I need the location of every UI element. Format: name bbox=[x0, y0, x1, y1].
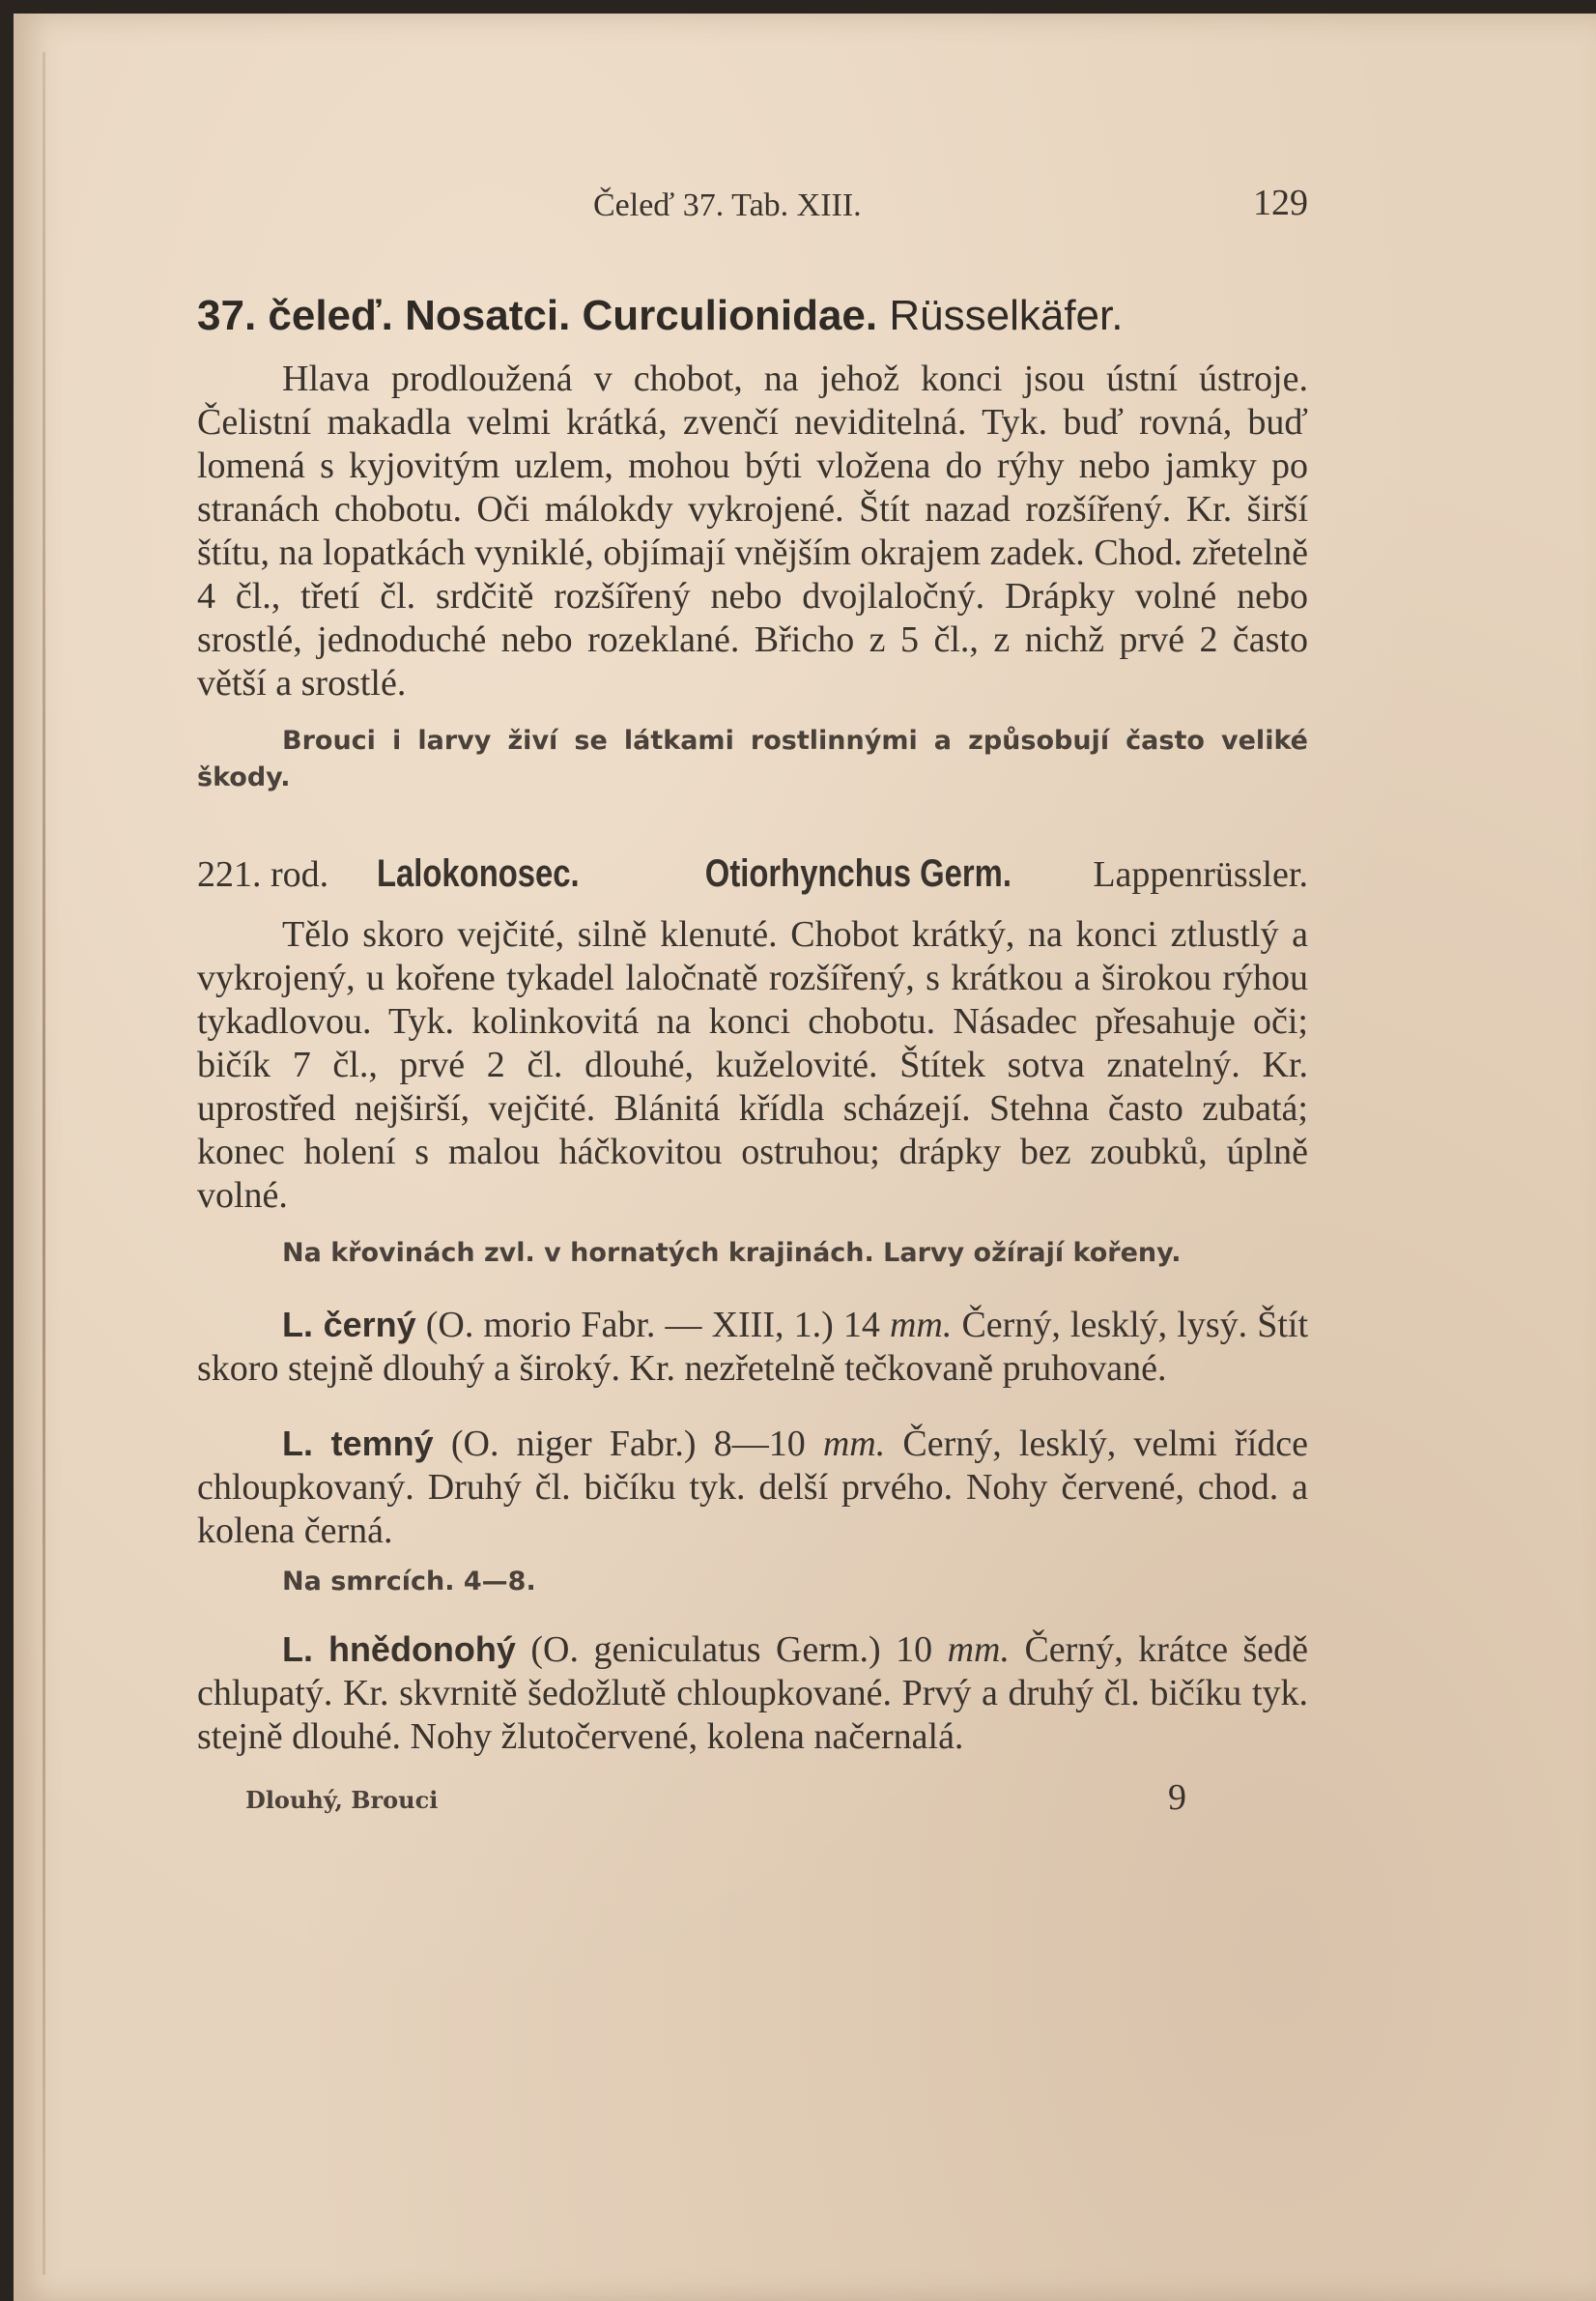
species-name: L. hnědonohý bbox=[282, 1629, 516, 1669]
species-description: Černý, krátce šedě chlupatý. Kr. skvrnitě šedožlutě chloupkované. Prvý a druhý čl. bičíku tyk. stejně dlouhé. Nohy žlutočervené, kolena načernalá. bbox=[197, 1629, 1309, 1757]
family-note: Brouci i larvy živí se látkami rostlinnými a způsobují často veliké škody. bbox=[197, 726, 1308, 792]
family-number: 37. čeleď. bbox=[197, 292, 393, 339]
species-name: L. temný bbox=[282, 1424, 434, 1463]
genus-heading bbox=[197, 852, 1308, 896]
family-latin-name: Curculionidae. bbox=[582, 292, 878, 339]
species-unit: mm. bbox=[822, 1424, 886, 1464]
genus-note: Na křovinách zvl. v hornatých krajinách. Larvy ožírají kořeny. bbox=[282, 1238, 1182, 1268]
footer-sheet-number: 9 bbox=[1168, 1777, 1186, 1818]
genus-number: 221. rod. bbox=[197, 854, 329, 895]
species-note: Na smrcích. 4—8. bbox=[282, 1567, 536, 1596]
species-entry-niger bbox=[197, 1422, 1308, 1553]
running-head bbox=[197, 178, 1308, 236]
species-entry-morio bbox=[197, 1303, 1308, 1391]
running-title: Čeleď 37. Tab. XIII. bbox=[593, 187, 862, 223]
page-number: 129 bbox=[1253, 183, 1308, 223]
genus-description: Tělo skoro vejčité, silně klenuté. Chobot krátký, na konci ztlustlý a vykrojený, u kořene tykadel laločnatě rozšířený, s krátkou a širokou rýhou tykadlovou. Tyk. kolinkovitá na konci chobotu. Násadec přesahuje oči; bičík 7 čl., prvé 2 čl. dlouhé, kuželovité. Štítek sotva znatelný. Kr. uprostřed nejširší, vejčité. Blánitá křídla scházejí. Stehna často zubatá; konec holení s malou háčkovitou ostruhou; drápky bez zoubků, úplně volné. bbox=[197, 914, 1308, 1216]
page-footer bbox=[197, 1776, 1308, 1825]
book-page bbox=[14, 14, 1596, 2301]
genus-czech-name: Lalokonosec. bbox=[376, 852, 580, 895]
page-content bbox=[197, 178, 1308, 1825]
family-czech-name: Nosatci. bbox=[405, 292, 571, 339]
species-description: Černý, lesklý, lysý. Štít skoro stejně dlouhý a široký. Kr. nezřetelně tečkovaně pruhované. bbox=[197, 1305, 1309, 1389]
species-latin: (O. geniculatus Germ.) 10 bbox=[530, 1629, 933, 1670]
species-latin: (O. niger Fabr.) 8—10 bbox=[450, 1424, 806, 1464]
species-name: L. černý bbox=[282, 1305, 416, 1344]
genus-german-name: Lappenrüssler. bbox=[1093, 854, 1308, 895]
family-german-name: Rüsselkäfer. bbox=[889, 292, 1124, 339]
species-description: Černý, lesklý, velmi řídce chloupkovaný. Druhý čl. bičíku tyk. delší prvého. Nohy červené, chod. a kolena černá. bbox=[197, 1424, 1308, 1551]
species-unit: mm. bbox=[889, 1305, 953, 1345]
species-latin: (O. morio Fabr. — XIII, 1.) 14 bbox=[425, 1305, 880, 1345]
family-description: Hlava prodloužená v chobot, na jehož konci jsou ústní ústroje. Čelistní makadla velmi krátká, zvenčí neviditelná. Tyk. buď rovná, buď lomená s kyjovitým uzlem, mohou býti vložena do rýhy nebo jamky po stranách chobotu. Oči málokdy vykrojené. Štít nazad rozšířený. Kr. širší štítu, na lopatkách vyniklé, objímají vnějším okrajem zadek. Chod. zřetelně 4 čl., třetí čl. srdčitě rozšířený nebo dvojlaločný. Drápky volné nebo srostlé, jednoduché nebo rozeklané. Břicho z 5 čl., z nichž prvé 2 často větší a srostlé. bbox=[197, 359, 1308, 704]
genus-latin-name: Otiorhynchus Germ. bbox=[704, 852, 1012, 895]
binding-gutter bbox=[43, 52, 45, 2275]
species-entry-geniculatus bbox=[197, 1627, 1308, 1759]
species-unit: mm. bbox=[947, 1629, 1010, 1670]
family-heading bbox=[197, 292, 1308, 340]
footer-author: Dlouhý, Brouci bbox=[245, 1786, 439, 1814]
